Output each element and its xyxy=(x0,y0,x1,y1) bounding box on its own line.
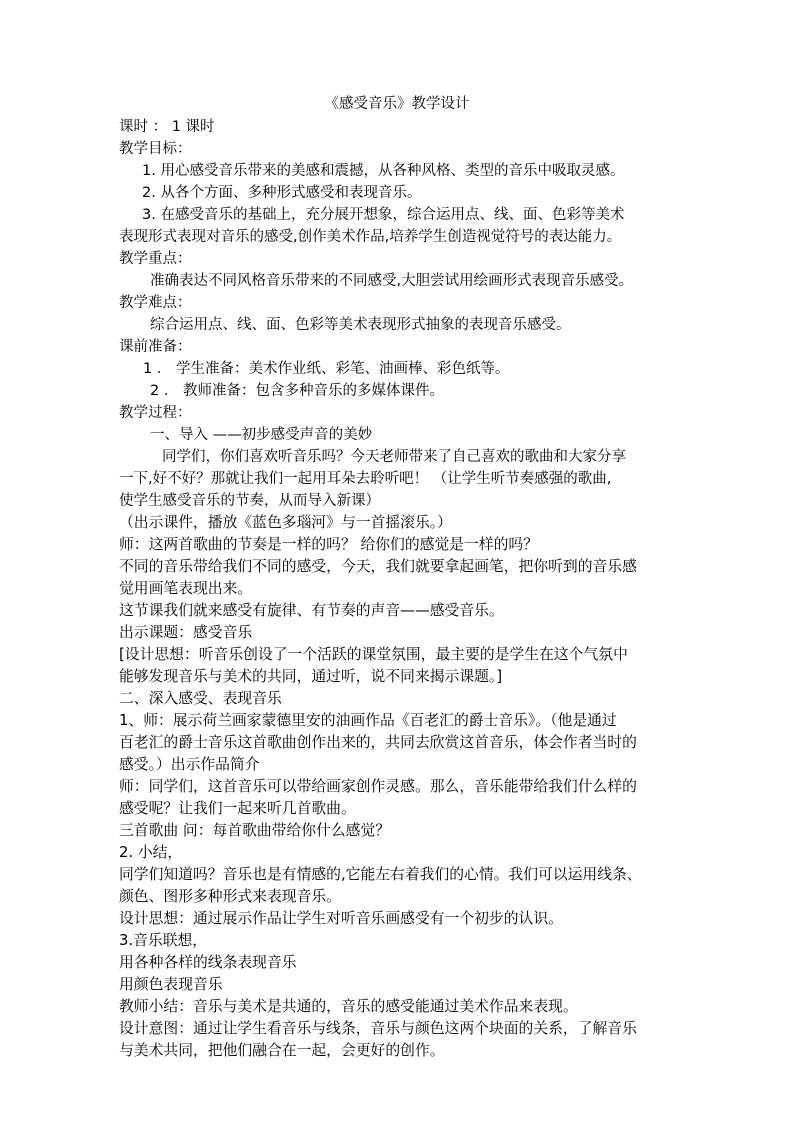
paragraph-line: 用各种各样的线条表现音乐 xyxy=(119,954,297,971)
paragraph-line: 出示课题：感受音乐 xyxy=(119,624,253,641)
document-title: 《感受音乐》教学设计 xyxy=(324,96,470,112)
paragraph-line: 颜色、图形多种形式来表现音乐。 xyxy=(119,888,341,905)
design-intent-line: 设计意图：通过让学生看音乐与线条，音乐与颜色这两个块面的关系，了解音乐 xyxy=(119,1020,637,1037)
preparation-teacher: 2 ． 教师准备：包含多种音乐的多媒体课件。 xyxy=(150,383,444,399)
teacher-summary-line: 教师小结：音乐与美术是共通的，音乐的感受能通过美术作品来表现。 xyxy=(119,998,578,1015)
paragraph-line: （出示课件，播放《蓝色多瑙河》与一首摇滚乐。） xyxy=(119,514,452,531)
design-intent-line: 与美术共同，把他们融合在一起，会更好的创作。 xyxy=(119,1042,445,1059)
class-hours-line: 课时 ： 1 课时 xyxy=(119,119,215,135)
paragraph-line: 师：这两首歌曲的节奏是一样的吗？ 给你们的感觉是一样的吗？ xyxy=(119,536,539,553)
design-thought-line: 设计思想：通过展示作品让学生对听音乐画感受有一个初步的认识。 xyxy=(119,910,563,927)
heading-process: 教学过程： xyxy=(119,405,192,421)
paragraph-line: 觉用画笔表现出来。 xyxy=(119,580,253,597)
paragraph-line: 1、师：展示荷兰画家蒙德里安的油画作品《百老汇的爵士音乐》。（他是通过 xyxy=(119,712,617,729)
paragraph-line: 三首歌曲 问：每首歌曲带给你什么感觉？ xyxy=(119,822,391,839)
design-thought-line: [设计思想：听音乐创设了一个活跃的课堂氛围，最主要的是学生在这个气氛中 xyxy=(119,646,628,663)
paragraph-line: 同学们，你们喜欢听音乐吗？今天老师带来了自己喜欢的歌曲和大家分享 xyxy=(162,449,626,465)
heading-preparation: 课前准备： xyxy=(119,339,192,355)
paragraph-line: 感受呢？让我们一起来听几首歌曲。 xyxy=(119,800,356,817)
paragraph-line: 百老汇的爵士音乐这首歌曲创作出来的，共同去欣赏这首音乐，体会作者当时的 xyxy=(119,734,637,751)
objective-1: 1. 用心感受音乐带来的美感和震撼，从各种风格、类型的音乐中吸取灵感。 xyxy=(142,163,625,179)
difficulties-text: 综合运用点、线、面、色彩等美术表现形式抽象的表现音乐感受。 xyxy=(150,317,571,333)
heading-objectives: 教学目标： xyxy=(119,141,192,157)
preparation-students: 1 ． 学生准备：美术作业纸、彩笔、油画棒、彩色纸等。 xyxy=(143,361,510,377)
paragraph-line: 用颜色表现音乐 xyxy=(119,976,223,993)
paragraph-line: 不同的音乐带给我们不同的感受，今天，我们就要拿起画笔，把你听到的音乐感 xyxy=(119,558,637,575)
paragraph-line: 一下,好不好？那就让我们一起用耳朵去聆听吧！ （让学生听节奏感强的歌曲, xyxy=(119,471,612,487)
objective-3-continued: 表现形式表现对音乐的感受,创作美术作品,培养学生创造视觉符号的表达能力。 xyxy=(119,229,622,245)
design-thought-line: 能够发现音乐与美术的共同，通过听，说不同来揭示课题。] xyxy=(119,668,503,685)
objective-2: 2. 从各个方面、多种形式感受和表现音乐。 xyxy=(142,185,422,201)
paragraph-line: 同学们知道吗？音乐也是有情感的,它能左右着我们的心情。我们可以运用线条、 xyxy=(119,866,642,883)
association-heading: 3.音乐联想， xyxy=(119,932,208,949)
heading-key-points: 教学重点： xyxy=(119,251,192,267)
paragraph-line: 使学生感受音乐的节奏，从而导入新课） xyxy=(119,493,380,509)
summary-heading: 2. 小结， xyxy=(119,844,183,861)
paragraph-line: 师：同学们，这首音乐可以带给画家创作灵感。那么，音乐能带给我们什么样的 xyxy=(119,778,637,795)
objective-3: 3. 在感受音乐的基础上，充分展开想象，综合运用点、线、面、色彩等美术 xyxy=(142,207,625,223)
section-2-heading: 二、深入感受、表现音乐 xyxy=(119,690,282,707)
paragraph-line: 感受。）出示作品简介 xyxy=(119,756,260,773)
section-1-heading: 一、导入 ——初步感受声音的美妙 xyxy=(150,427,373,443)
paragraph-line: 这节课我们就来感受有旋律、有节奏的声音——感受音乐。 xyxy=(119,602,504,619)
key-points-text: 准确表达不同风格音乐带来的不同感受,大胆尝试用绘画形式表现音乐感受。 xyxy=(150,273,634,289)
heading-difficulties: 教学难点： xyxy=(119,295,192,311)
